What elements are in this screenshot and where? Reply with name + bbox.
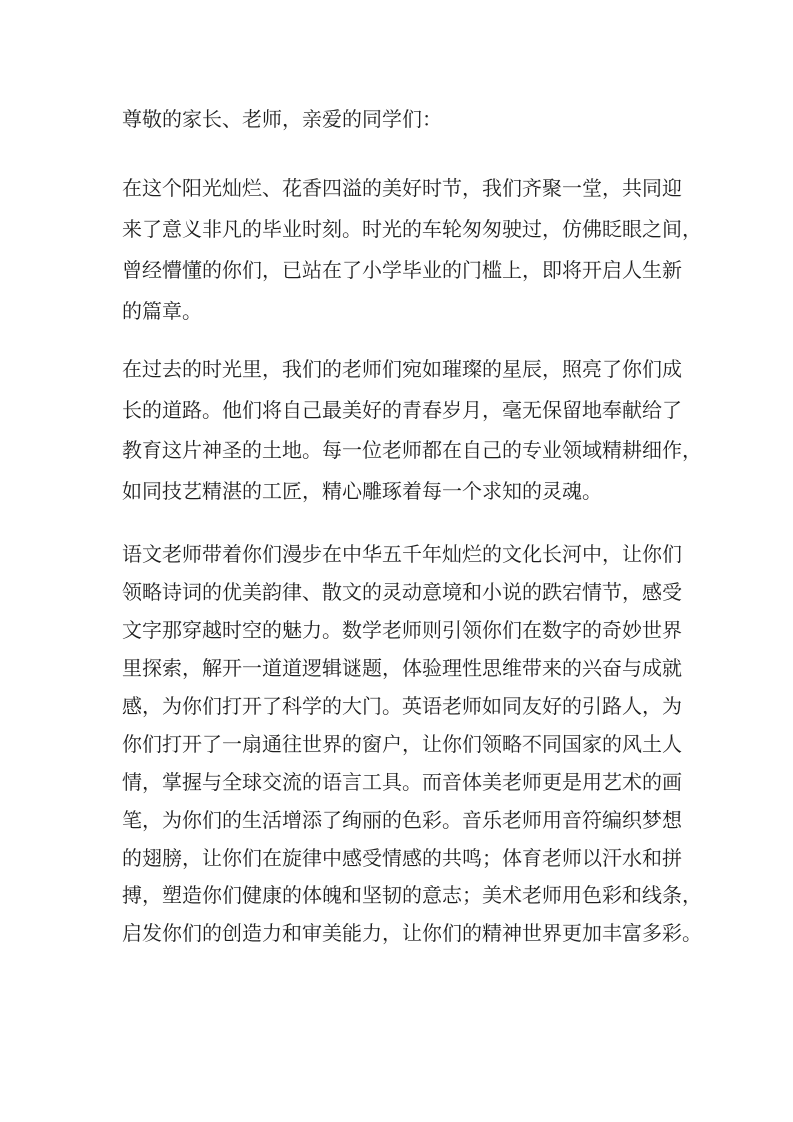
paragraph-subject-teachers bbox=[122, 534, 702, 951]
text-line: 来了意义非凡的毕业时刻。时光的车轮匆匆驶过，仿佛眨眼之间， bbox=[122, 217, 702, 241]
text-line: 在过去的时光里，我们的老师们宛如璀璨的星辰，照亮了你们成 bbox=[122, 356, 682, 381]
text-line: 的翅膀，让你们在旋律中感受情感的共鸣；体育老师以汗水和拼 bbox=[122, 845, 682, 870]
text-line: 领略诗词的优美韵律、散文的灵动意境和小说的跌宕情节，感受 bbox=[122, 580, 682, 605]
text-line: 你们打开了一扇通往世界的窗户，让你们领略不同国家的风土人 bbox=[122, 731, 682, 756]
greeting-paragraph bbox=[122, 104, 680, 130]
text-line: 在这个阳光灿烂、花香四溢的美好时节，我们齐聚一堂，共同迎 bbox=[122, 176, 682, 200]
text-line: 里探索，解开一道道逻辑谜题，体验理性思维带来的兴奋与成就 bbox=[122, 656, 682, 681]
text-line: 情，掌握与全球交流的语言工具。而音体美老师更是用艺术的画 bbox=[122, 769, 682, 794]
greeting-line: 尊敬的家长、老师，亲爱的同学们： bbox=[122, 106, 442, 131]
text-line: 启发你们的创造力和审美能力，让你们的精神世界更加丰富多彩。 bbox=[122, 921, 702, 946]
text-line: 笔，为你们的生活增添了绚丽的色彩。音乐老师用音符编织梦想 bbox=[122, 807, 682, 832]
text-line: 曾经懵懂的你们，已站在了小学毕业的门槛上，即将开启人生新 bbox=[122, 258, 682, 282]
text-line: 教育这片神圣的土地。每一位老师都在自己的专业领域精耕细作， bbox=[122, 438, 702, 463]
text-line: 语文老师带着你们漫步在中华五千年灿烂的文化长河中，让你们 bbox=[122, 542, 682, 567]
text-line: 搏，塑造你们健康的体魄和坚韧的意志；美术老师用色彩和线条， bbox=[122, 883, 702, 908]
text-line: 如同技艺精湛的工匠，精心雕琢着每一个求知的灵魂。 bbox=[122, 478, 602, 503]
text-line: 文字那穿越时空的魅力。数学老师则引领你们在数字的奇妙世界 bbox=[122, 618, 682, 643]
paragraph-graduation-moment bbox=[122, 166, 702, 330]
text-line: 感，为你们打开了科学的大门。英语老师如同友好的引路人，为 bbox=[122, 694, 682, 718]
text-line: 的篇章。 bbox=[122, 299, 202, 323]
paragraph-teachers-stars bbox=[122, 347, 702, 510]
text-line: 长的道路。他们将自己最美好的青春岁月，毫无保留地奉献给了 bbox=[122, 397, 682, 422]
